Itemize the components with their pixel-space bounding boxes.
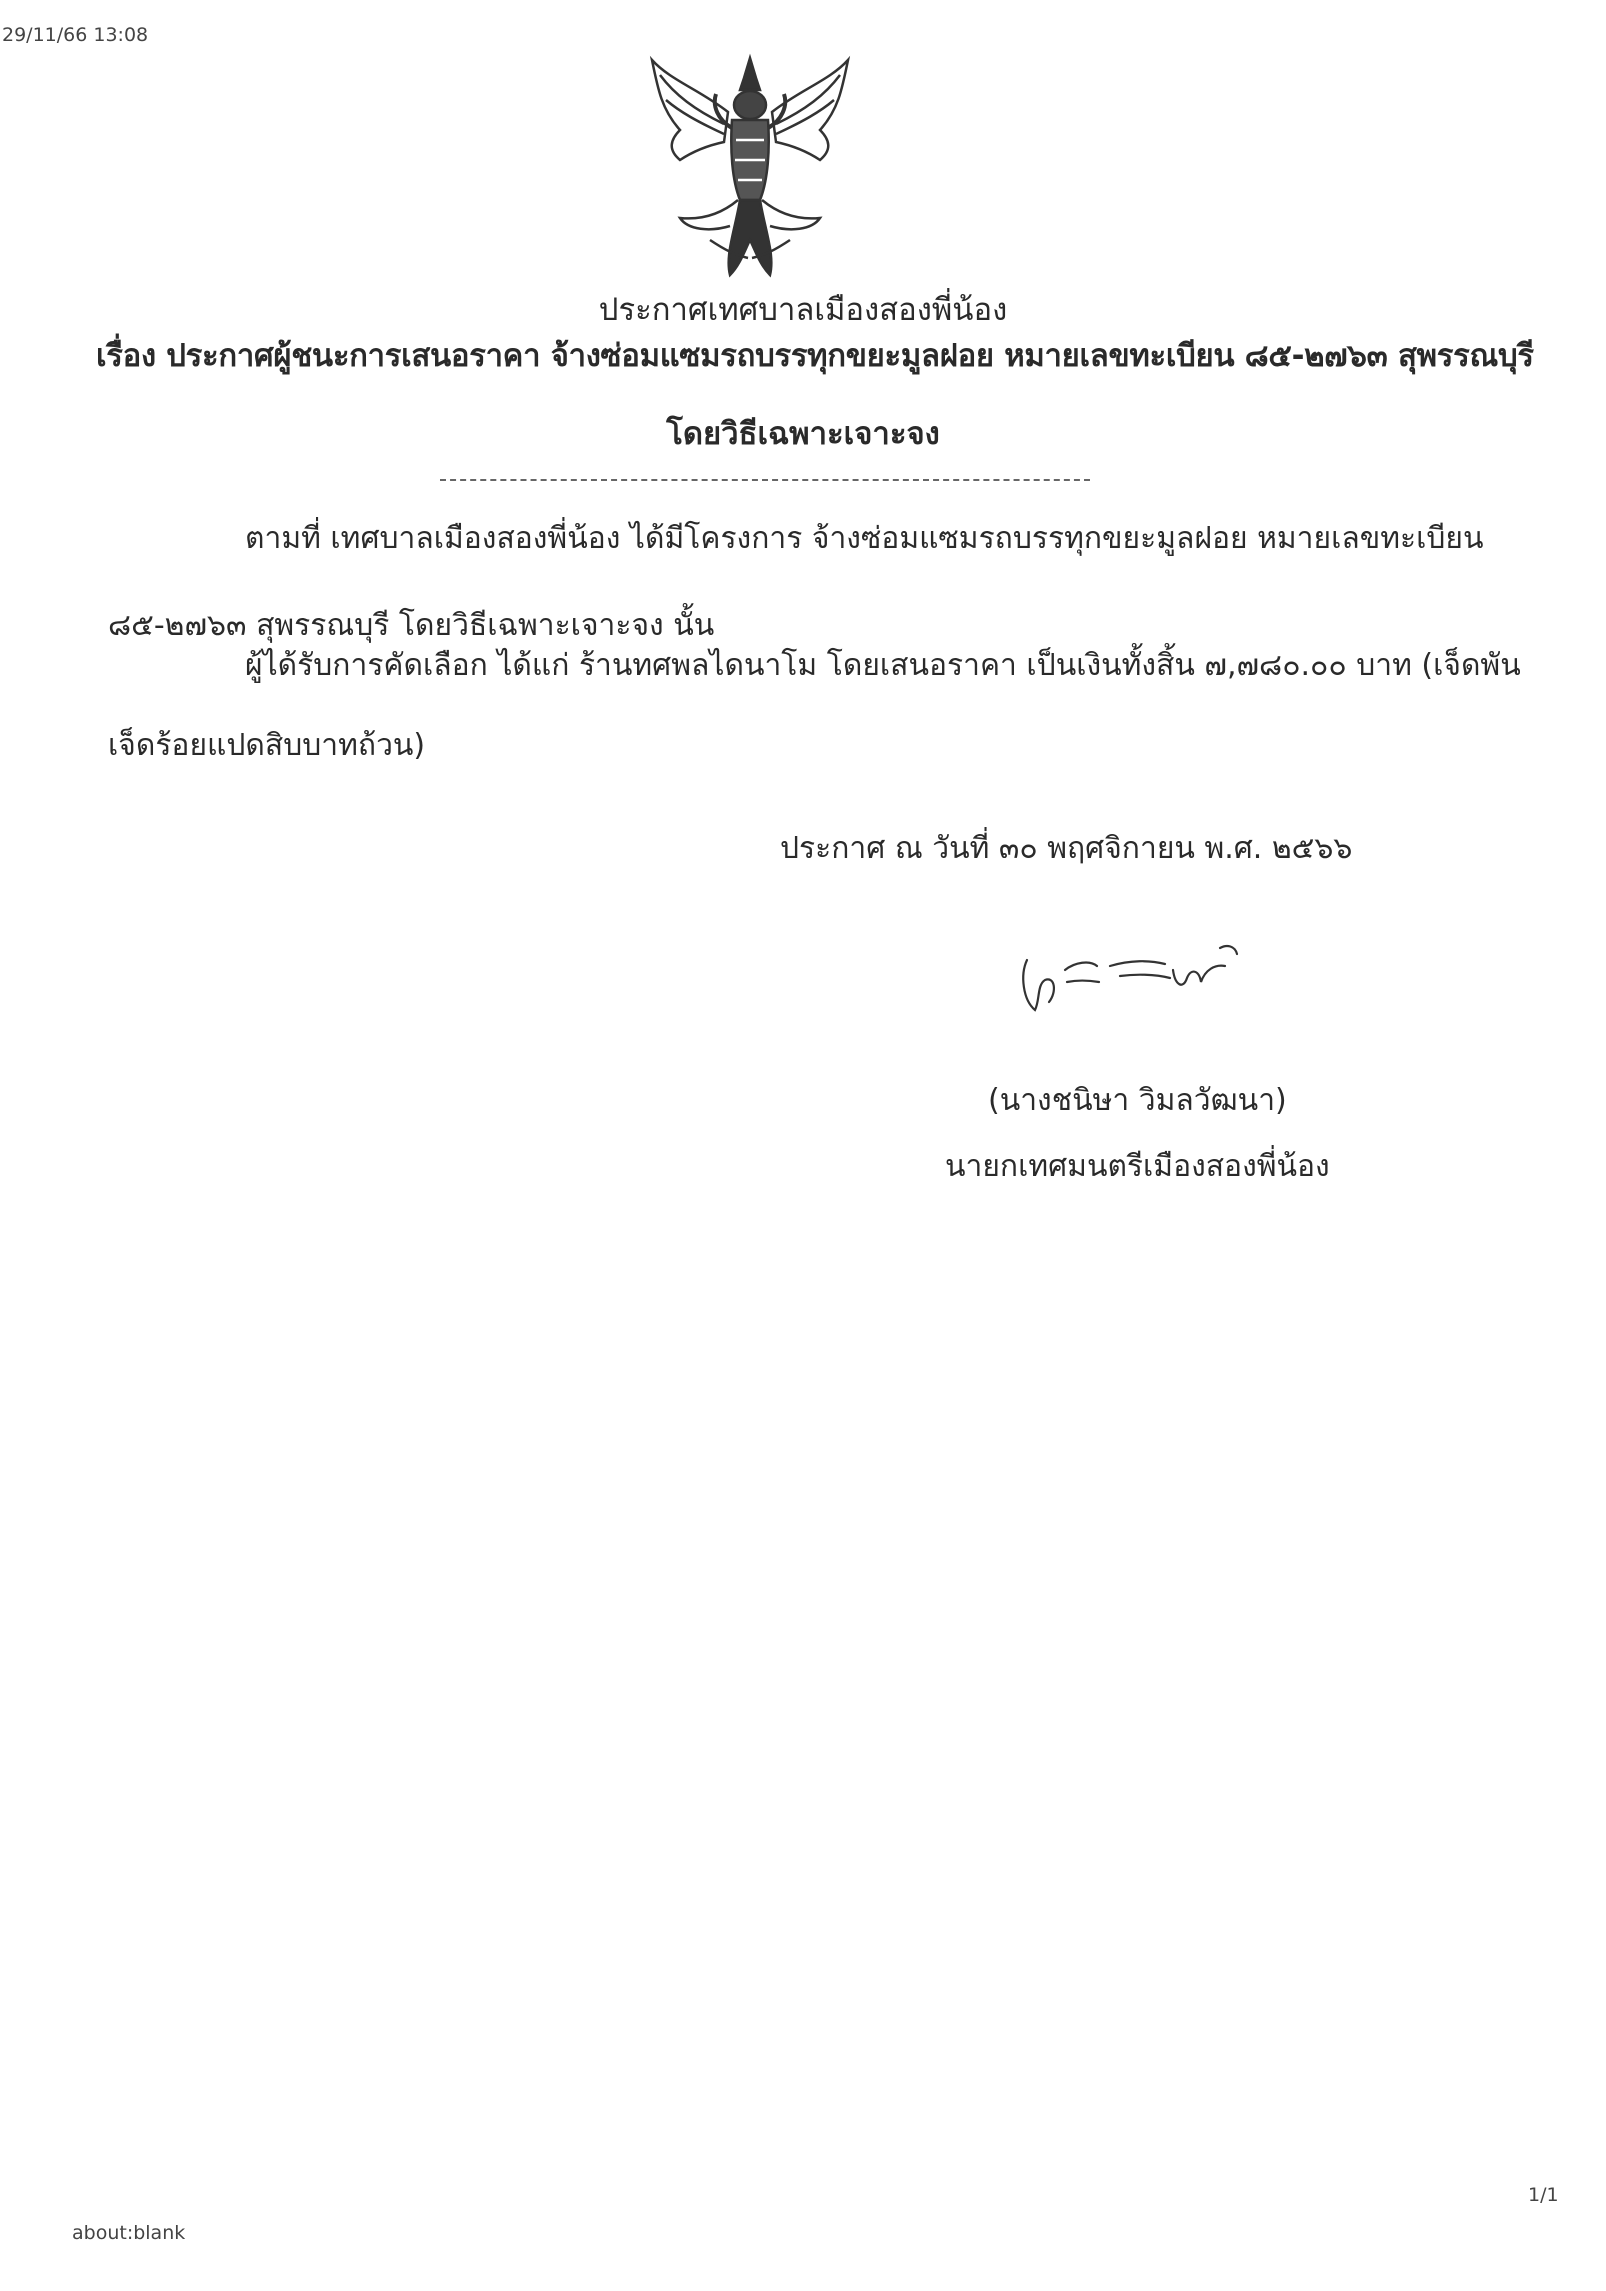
announcement-title: ประกาศเทศบาลเมืองสองพี่น้อง: [598, 292, 1008, 328]
print-timestamp: 29/11/66 13:08: [2, 24, 149, 46]
paragraph-1-line-2: ๘๕-๒๗๖๓ สุพรรณบุรี โดยวิธีเฉพาะเจาะจง นั้น: [108, 608, 715, 643]
garuda-emblem-icon: [640, 50, 860, 285]
page-number: 1/1: [1528, 2184, 1559, 2206]
divider-line: [440, 479, 1090, 481]
signatory-position: นายกเทศมนตรีเมืองสองพี่น้อง: [945, 1149, 1330, 1184]
paragraph-1-line-1: ตามที่ เทศบาลเมืองสองพี่น้อง ได้มีโครงการ จ้างซ่อมแซมรถบรรทุกขยะมูลฝอย หมายเลขทะเบียน: [245, 521, 1484, 556]
handwritten-signature: [1015, 930, 1255, 1030]
paragraph-2-line-1: ผู้ได้รับการคัดเลือก ได้แก่ ร้านทศพลไดนาโม โดยเสนอราคา เป็นเงินทั้งสิ้น ๗,๗๘๐.๐๐ บาท (เจ็ดพัน: [245, 648, 1521, 683]
announcement-subject: เรื่อง ประกาศผู้ชนะการเสนอราคา จ้างซ่อมแซมรถบรรทุกขยะมูลฝอย หมายเลขทะเบียน ๘๕-๒๗๖๓ สุพรรณบุรี: [96, 338, 1534, 374]
print-url: about:blank: [72, 2222, 186, 2244]
signatory-name: (นางชนิษา วิมลวัฒนา): [988, 1083, 1287, 1118]
announcement-date: ประกาศ ณ วันที่ ๓๐ พฤศจิกายน พ.ศ. ๒๕๖๖: [780, 831, 1353, 866]
paragraph-2-line-2: เจ็ดร้อยแปดสิบบาทถ้วน): [108, 728, 426, 763]
procurement-method: โดยวิธีเฉพาะเจาะจง: [666, 416, 940, 452]
